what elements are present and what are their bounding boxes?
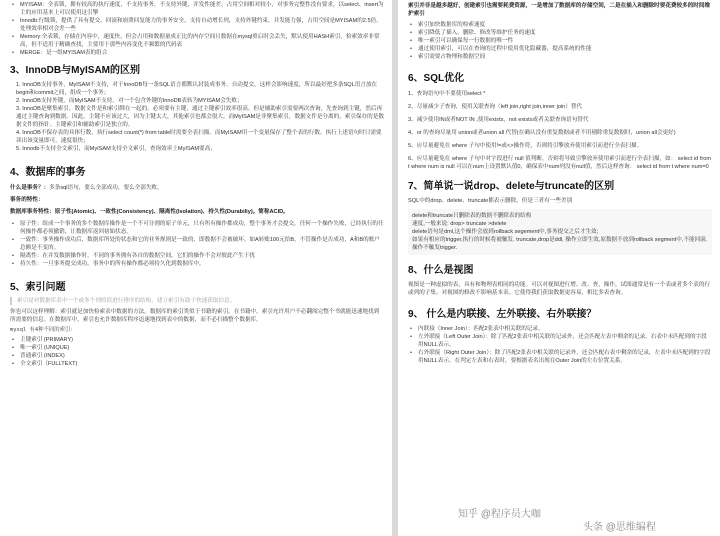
list-item: 1. InnoDB支持事务，MyISAM不支持，对于InnoDB每一条SQL语言都默认封装成事务，自动提交，这样会影响速度，所以最好把多条SQL语言放在begin和commit之间，组成一个事务；	[16, 82, 378, 96]
question-text: 多条sql语句，要么全部成功，要么全部失败。	[49, 185, 163, 191]
drop-delete-box	[408, 209, 712, 255]
right-page	[398, 0, 720, 536]
question-label: 什么是事务？：	[10, 185, 50, 191]
list-item: • Memory:全表锁，存储在内容中，速度快，但会占用和数据量成正比的内存空间且数据在mysql重启时会丢失，默认使用HASH索引，检索效率非常高，但不适用于精确查找，主要用于那些内容变化不频繁的代码表	[10, 33, 384, 49]
sql-optimize-list	[408, 90, 712, 171]
section-heading-3: 3、InnoDB与MyISAM的区别	[10, 65, 140, 76]
section-heading-6: 6、SQL优化	[408, 73, 465, 84]
engine-list	[10, 1, 384, 57]
list-item: • 索引加快数据库的检索速度	[408, 21, 712, 29]
list-item: • 唯一索引可以确保每一行数据的唯一性	[408, 37, 712, 45]
box-line: delete和truncate只删除表的数据不删除表的结构	[412, 213, 532, 219]
innodb-myisam-list	[10, 81, 384, 153]
features-label: 事务的特性：	[10, 197, 44, 203]
list-item: • 全文索引（FULLTEXT)	[10, 360, 384, 368]
acid-line: 数据库事务特性：原子性(Atomic)、一致性(Consistency)、隔离性(Isolation)、持久性(Durabiliy)。简称ACID。	[10, 209, 289, 215]
view-paragraph: 视图是一种虚拟的表，具有和物理表相同的功能。可以对视图进行增、改、查，操作，试图通常是有一个表或者多个表的行或列的子集。对视图的修改不影响基本表。它使得我们获取数据更容易，相比多表查询。	[408, 282, 711, 296]
list-item: 3. InnoDB是聚集索引，数据文件是和索引绑在一起的，必须要有主键，通过主键索引效率很高。但是辅助索引需要两次查询，先查询到主键，然后再通过主键查询到数据。因此，主键不应该过大，因为主键太大，其他索引也都会很大。而MyISAM是非聚集索引，数据文件是分离的，索引保存的是数据文件的指针。主键索引和辅助索引是独立的。	[16, 106, 384, 128]
list-item: • 普通索引 (INDEX)	[10, 352, 384, 360]
index-types-list	[10, 336, 384, 368]
list-item: • MYISAM：全表锁，拥有较高的执行速度，不支持事务，不支持外键，并发性能差，占用空间相对较小，对事务完整性没有要求，以select、insert为主的应用基本上可以使用这引擎	[10, 1, 384, 17]
list-item: 5、应尽量避免在 where 子句中使用!=或<>操作符，否则将引擎放弃使用索引而进行全表扫描。	[408, 143, 643, 149]
list-item: 2、尽量减少子查询，使用关联查询（left join,right join,inner join）替代	[408, 104, 583, 110]
section-heading-9: 9、 什么是内联接、左外联接、右外联接？	[408, 309, 597, 320]
list-item: • 索引降低了插入、删除、修改等维护任务的速度	[408, 29, 712, 37]
list-item: • 左外联接（Left Outer Join）：除了匹配2张表中相关联的记录外，还会匹配左表中剩余的记录，右表中未匹配到的字段用NULL表示。	[408, 333, 712, 349]
list-item: • Innodb:行级锁，提供了具有提交、回滚和崩溃回复能力的事务安全，支持自动增长列，支持外键约束，并发能力强，占用空间是MYISAM的2.5倍，处理效率相对会差一些	[10, 17, 384, 33]
transaction-question	[10, 184, 384, 192]
index-pros-cons-list	[408, 21, 712, 61]
index-intro: 索引并非是越多越好，创建索引也需要耗费资源，一是增加了数据库的存储空间，二是在插入和删除时要花费较多的时间维护索引	[408, 3, 711, 17]
box-line: delete语句是dml,这个操作会放到rollback segement中,事务提交之后才生效;	[412, 229, 599, 235]
list-item: 5. Innodb不支持全文索引，而MyISAM支持全文索引，查询效率上MyISAM要高；	[16, 146, 216, 152]
watermark: 知乎 @程序员大咖	[458, 509, 541, 520]
list-item: • 主键索引 (PRIMARY)	[10, 336, 384, 344]
index-quote: 索引是对数据库表中一个或多个列的值进行排序的结构，建立索引有助于快速获取信息。	[10, 297, 384, 305]
list-item: • 唯一索引 (UNIQUE)	[10, 344, 384, 352]
list-item: • 内联接（Inner Join）：匹配2张表中相关联的记录。	[408, 325, 712, 333]
drop-delete-lead: SQL中的drop、delete、truncate都表示删除，但是三者有一些差别	[408, 198, 573, 204]
list-item: • 一致性：事务操作成功后，数据库所处的状态和它的业务规则是一致的，即数据不会被破坏。如A转账100元给B，不管操作是否成功，A和B的账户总额是不变的。	[10, 236, 384, 252]
section-heading-5: 5、索引问题	[10, 282, 66, 293]
list-item: • 右外联接（Right Outer Join）：除了匹配2张表中相关联的记录外，还会匹配右表中剩余的记录，左表中未匹配到的字段用NULL表示。在判定左表和右表时，要根据表名出现在Outer Join的左右位置关系。	[408, 349, 712, 365]
acid-list	[10, 220, 384, 268]
list-item: 1、查询语句中不要使用select *	[408, 91, 486, 97]
watermark-2: 头条 @思维编程	[583, 522, 656, 533]
box-line: 如果有相应的trigger,执行的时候将被触发. truncate,drop是ddl, 操作立即生效,原数据不放到rollback segment中,不能回滚. 操作不触发trigger.	[412, 237, 708, 251]
section-heading-8: 8、什么是视图	[408, 265, 474, 276]
list-item: 6、应尽量避免在 where 子句中对字段进行 null 值判断，否则将导致引擎放弃使用索引而进行全表扫描，如： select id from t where num is null 可以在num上设置默认值0，确保表中num列没有null值，然后这样查询： select id from t where num=0	[408, 156, 712, 170]
list-item: • MERGE：是一组MYISAM表的组合	[10, 49, 384, 57]
index-types-line: mysql 有4种不同的索引：	[10, 327, 76, 333]
list-item: • 通过使用索引，可以在查询的过程中使用优化隐藏器，提高系统的性能	[408, 45, 712, 53]
index-paragraph: 你也可以这样理解：索引就是加快检索表中数据的方法。数据库的索引类似于书籍的索引。在书籍中，索引允许用户不必翻阅完整个书就能迅速地找到所需要的信息。在数据库中，索引也允许数据库程序迅速地找到表中的数据，而不必扫描整个数据库。	[10, 309, 380, 323]
list-item: 4、or 的查询尽量用 union或者union all 代替(在确认没有重复数据或者不用剔除重复数据时，union all会更好)	[408, 130, 676, 136]
section-heading-4: 4、数据库的事务	[10, 167, 86, 178]
section-heading-7: 7、简单说一说drop、delete与truncate的区别	[408, 181, 615, 192]
join-list	[408, 325, 712, 365]
list-item: • 原子性：组成一个事务的多个数据库操作是一个不可分割的原子单元，只有所有操作都成功，整个事务才会提交。任何一个操作失败，已经执行的任何操作都必须撤销，让数据库返回初始状态。	[10, 220, 384, 236]
list-item: • 持久性：一旦事务提交成功，事务中的所有操作都必须持久化到数据库中。	[10, 260, 384, 268]
box-line: 速度,一般来说: drop> truncate >delete	[412, 221, 507, 227]
list-item: 3、减少使用IN或者NOT IN ,使用exists，not exists或者关联查询语句替代	[408, 117, 589, 123]
list-item: • 索引需要占物理和数据空间	[408, 53, 712, 61]
list-item: 2. InnoDB支持外键，而MyISAM不支持。对一个包含外键的InnoDB表转为MYISAM会失败；	[16, 98, 243, 104]
list-item: • 隔离性：在并发数据操作时，不同的事务拥有各自的数据空间，它们的操作不会对彼此产生干扰	[10, 252, 384, 260]
list-item: 4. InnoDB不保存表的具体行数，执行select count(*) from table时需要全表扫描。而MyISAM用一个变量保存了整个表的行数，执行上述语句时只需要读出该变量即可，速度很快；	[16, 130, 382, 144]
